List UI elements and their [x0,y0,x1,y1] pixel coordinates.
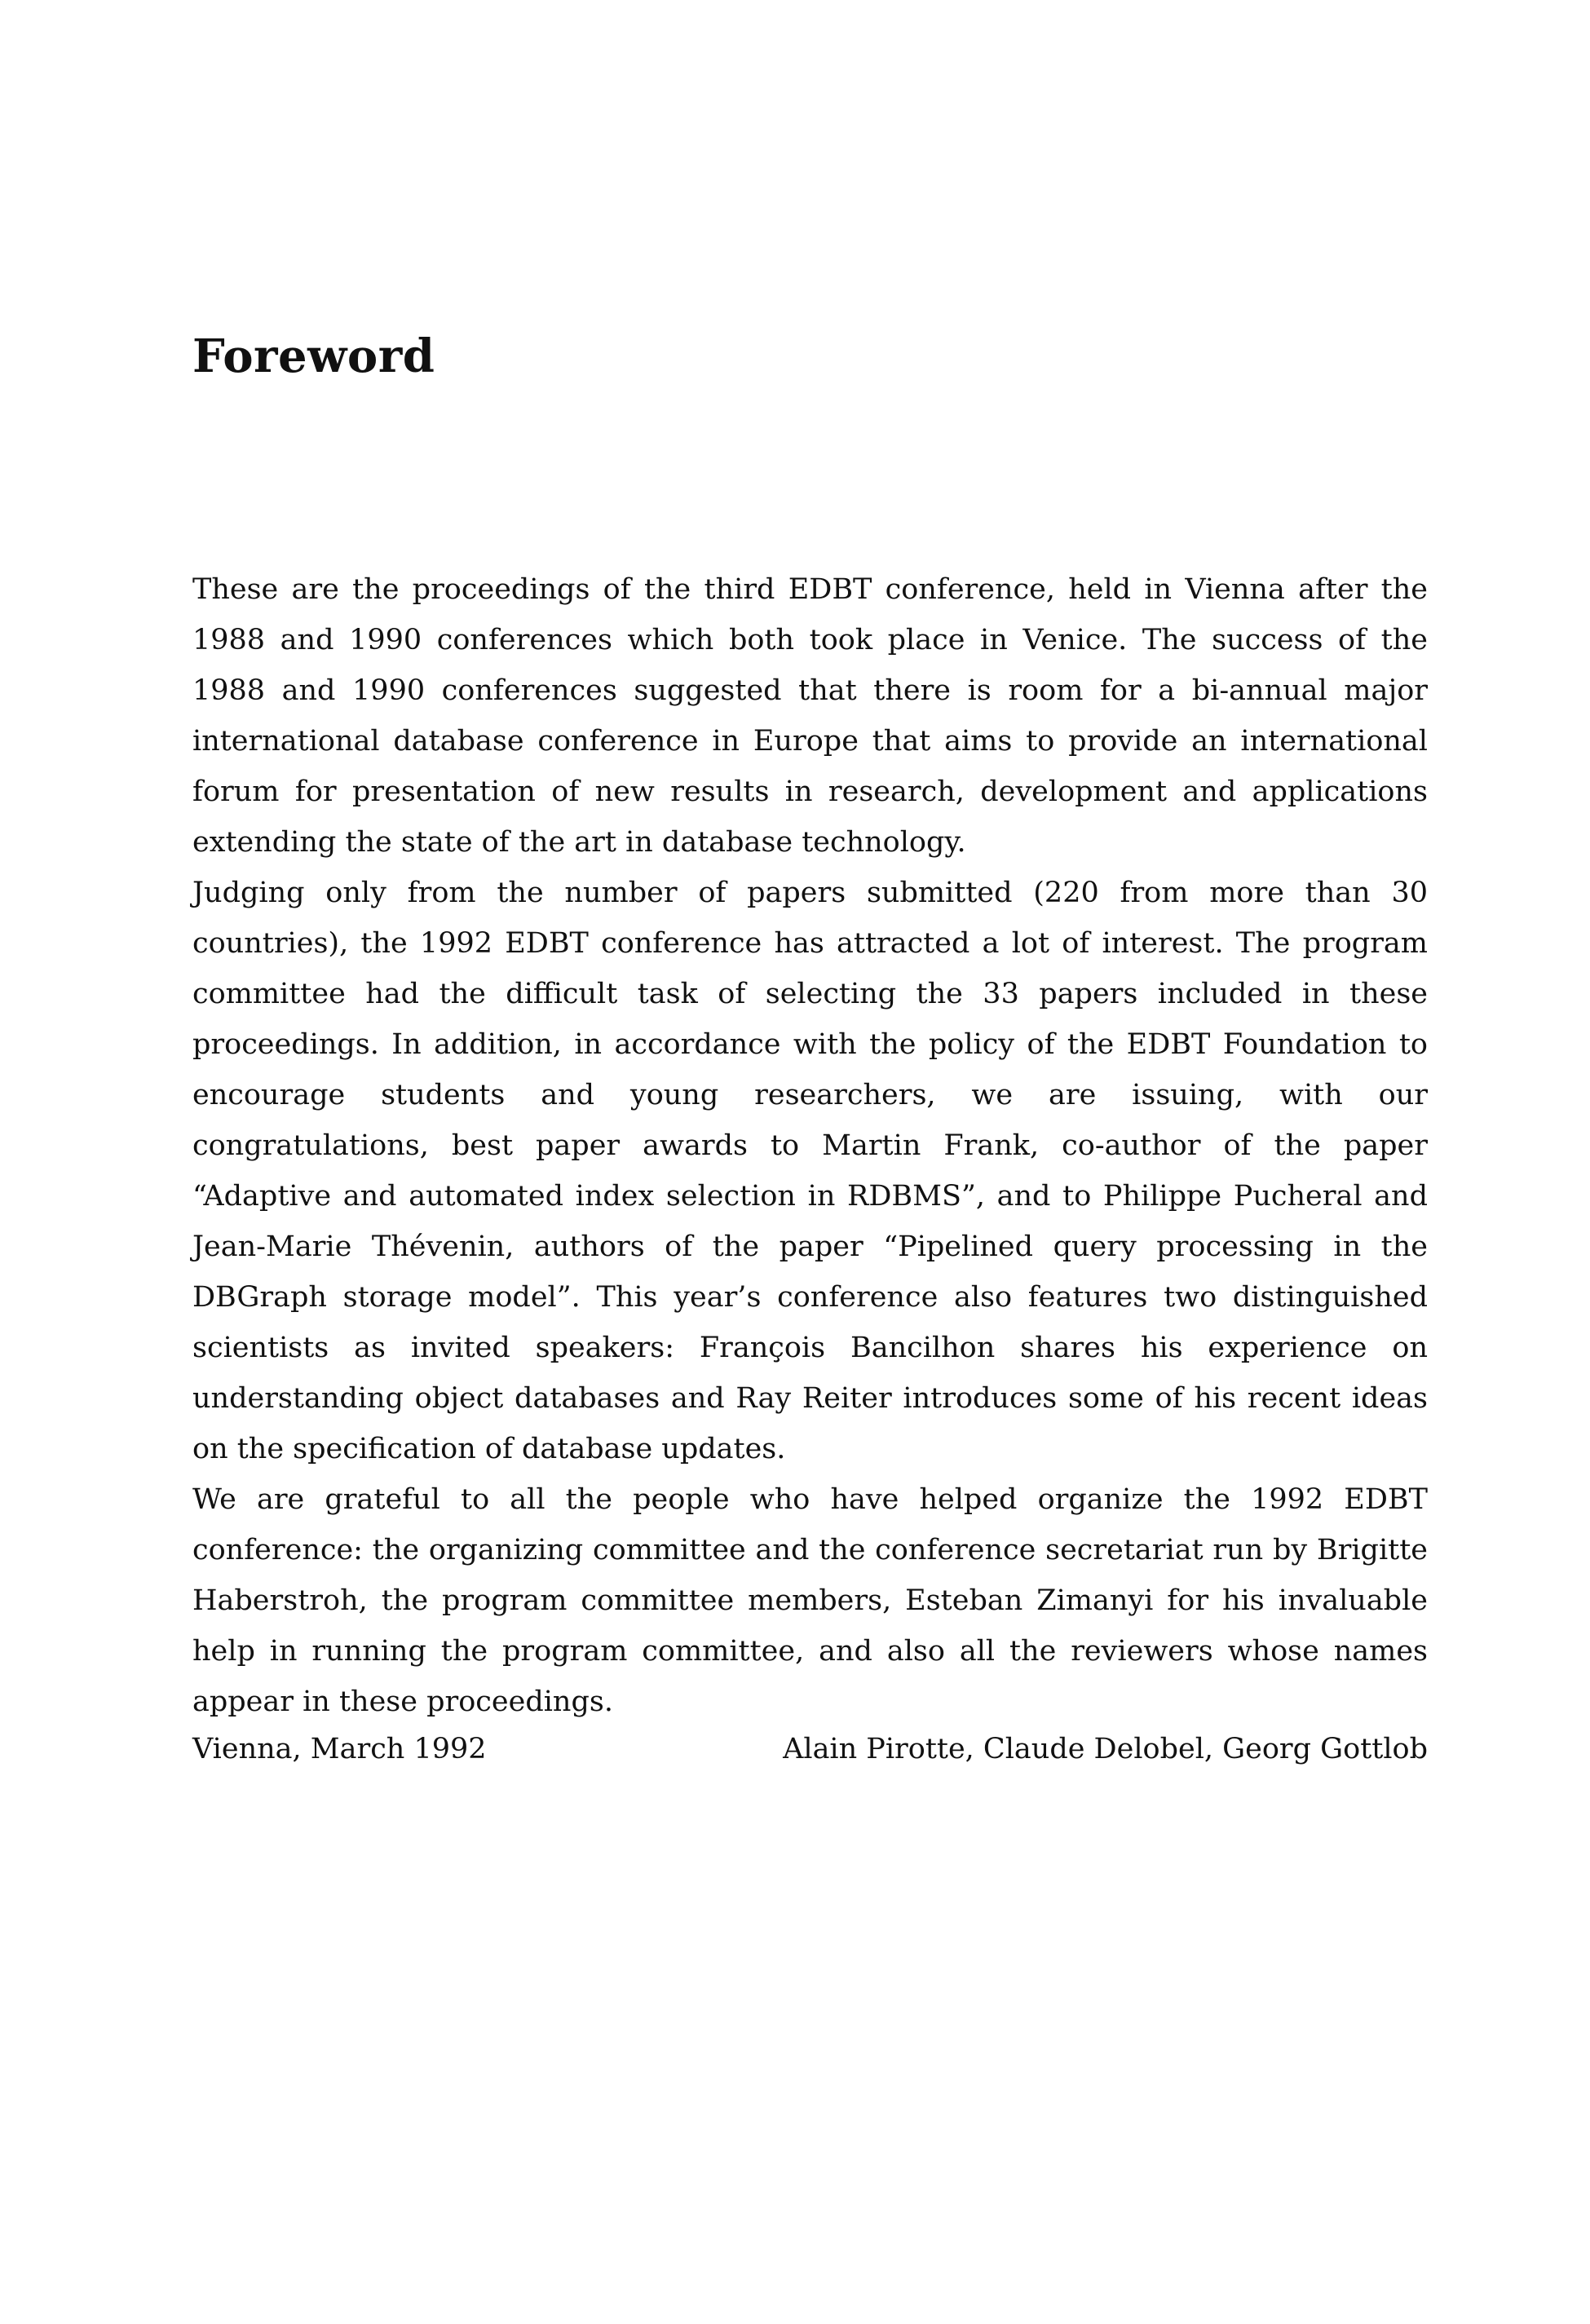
page-title: Foreword [192,329,435,383]
paragraph-acknowledgements: We are grateful to all the people who have helped organize the 1992 EDBT conference: the organizing committee and the conference secretariat run by Brigitte Haberstroh, the program committee members, Esteban Zimanyi for his invaluable help in running the program committee, and also all the reviewers whose names appear in these proceedings. [192,1483,1428,1718]
signature-line [192,1724,1428,1774]
foreword-body [192,564,1428,1727]
author-names: Alain Pirotte, Claude Delobel, Georg Gottlob [783,1733,1428,1765]
paragraph-intro: These are the proceedings of the third EDBT conference, held in Vienna after the 1988 and 1990 conferences which both took place in Venice. The success of the 1988 and 1990 conferences suggested that there is room for a bi-annual major international database conference in Europe that aims to provide an international forum for presentation of new results in research, development and applications extending the state of the art in database technology. [192,573,1428,859]
place-date: Vienna, March 1992 [192,1733,487,1765]
paragraph-papers: Judging only from the number of papers submitted (220 from more than 30 countries), the 1992 EDBT conference has attracted a lot of interest. The program committee had the difficult task of selecting the 33 papers included in these proceedings. In addition, in accordance with the policy of the EDBT Foundation to encourage students and young researchers, we are issuing, with our congratulations, best paper awards to Martin Frank, co-author of the paper “Adaptive and automated index selection in RDBMS”, and to Philippe Pucheral and Jean-Marie Thévenin, authors of the paper “Pipelined query processing in the DBGraph storage model”. This year’s conference also features two distinguished scientists as invited speakers: François Bancilhon shares his experience on understanding object databases and Ray Reiter introduces some of his recent ideas on the specification of database updates. [192,877,1428,1465]
